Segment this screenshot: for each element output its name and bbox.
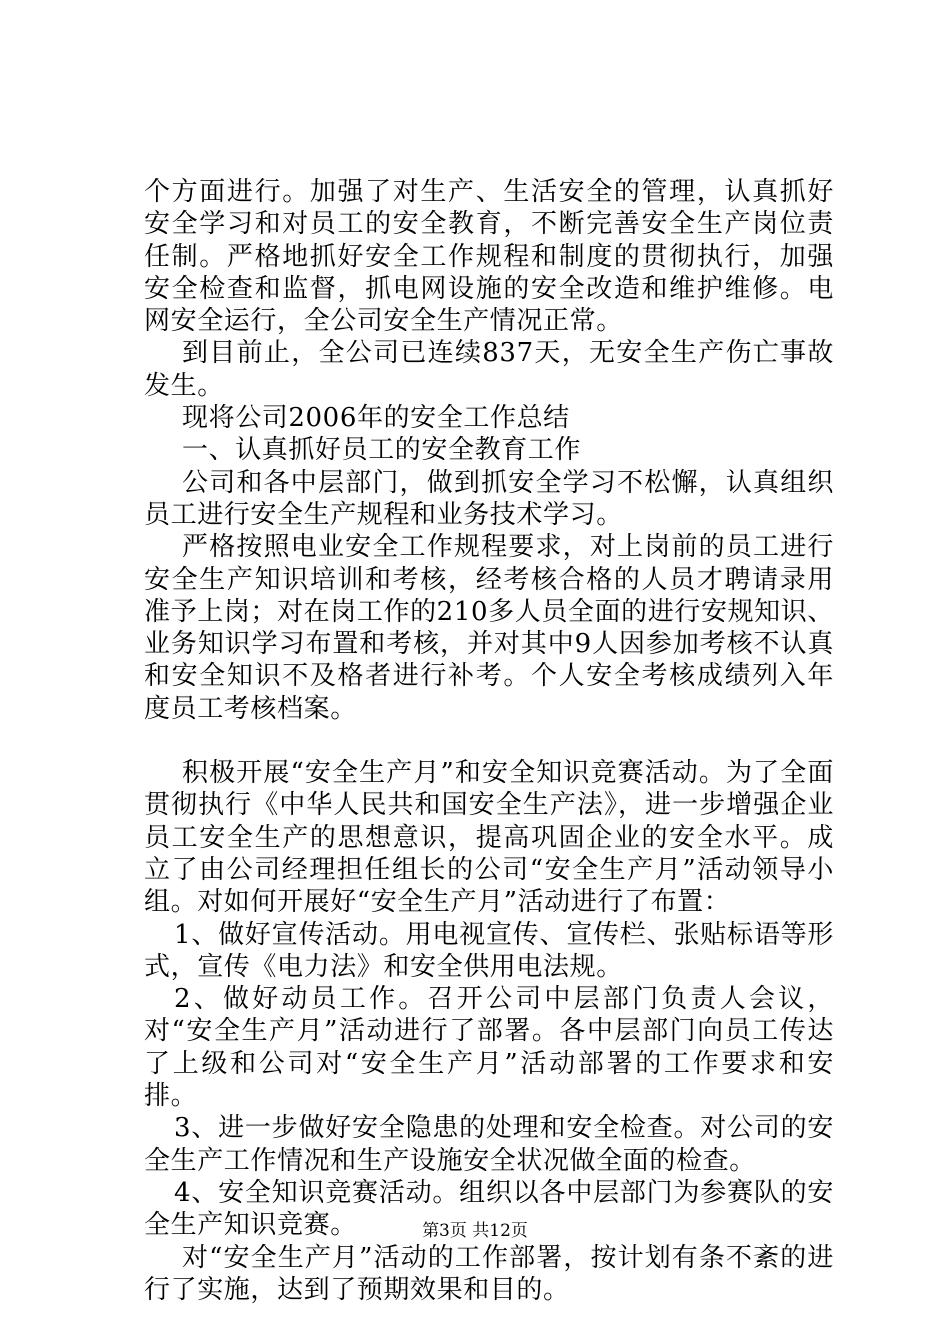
document-body bbox=[144, 176, 834, 1306]
paragraph-spacer bbox=[144, 725, 834, 757]
paragraph-study: 公司和各中层部门，做到抓安全学习不松懈，认真组织员工进行安全生产规程和业务技术学习。 bbox=[144, 467, 834, 530]
section-heading-education: 一、认真抓好员工的安全教育工作 bbox=[182, 435, 582, 466]
list-item-publicity: 1、做好宣传活动。用电视宣传、宣传栏、张贴标语等形式，宣传《电力法》和安全供用电法规。 bbox=[144, 919, 834, 982]
list-item-inspection: 3、进一步做好安全隐患的处理和安全检查。对公司的安全生产工作情况和生产设施安全状况做全面的检查。 bbox=[144, 1113, 834, 1176]
paragraph-conclusion: 对“安全生产月”活动的工作部署，按计划有条不紊的进行了实施，达到了预期效果和目的。 bbox=[144, 1242, 834, 1305]
page-number-footer: 第3页 共12页 bbox=[422, 1221, 528, 1241]
paragraph-safety-month: 积极开展“安全生产月”和安全知识竞赛活动。为了全面贯彻执行《中华人民共和国安全生产法》，进一步增强企业员工安全生产的思想意识，提高巩固企业的安全水平。成立了由公司经理担任组长的公司“安全生产月”活动领导小组。对如何开展好“安全生产月”活动进行了布置： bbox=[144, 758, 834, 918]
paragraph-summary-lead: 现将公司2006年的安全工作总结 bbox=[182, 403, 570, 434]
list-item-mobilization: 2、做好动员工作。召开公司中层部门负责人会议，对“安全生产月”活动进行了部署。各中层部门向员工传达了上级和公司对“安全生产月”活动部署的工作要求和安排。 bbox=[144, 984, 834, 1112]
paragraph-intro: 个方面进行。加强了对生产、生活安全的管理，认真抓好安全学习和对员工的安全教育，不断完善安全生产岗位责任制。严格地抓好安全工作规程和制度的贯彻执行，加强安全检查和监督，抓电网设施的安全改造和维护维修。电网安全运行，全公司安全生产情况正常。 bbox=[144, 177, 834, 337]
list-item-competition: 4、安全知识竞赛活动。组织以各中层部门为参赛队的安全生产知识竞赛。 bbox=[144, 1177, 834, 1241]
paragraph-safety-days: 到目前止，全公司已连续837天，无安全生产伤亡事故发生。 bbox=[144, 338, 834, 401]
paragraph-training: 严格按照电业安全工作规程要求，对上岗前的员工进行安全生产知识培训和考核，经考核合格的人员才聘请录用准予上岗；对在岗工作的210多人员全面的进行安规知识、业务知识学习布置和考核，并对其中9人因参加考核不认真和安全知识不及格者进行补考。个人安全考核成绩列入年度员工考核档案。 bbox=[144, 532, 834, 724]
